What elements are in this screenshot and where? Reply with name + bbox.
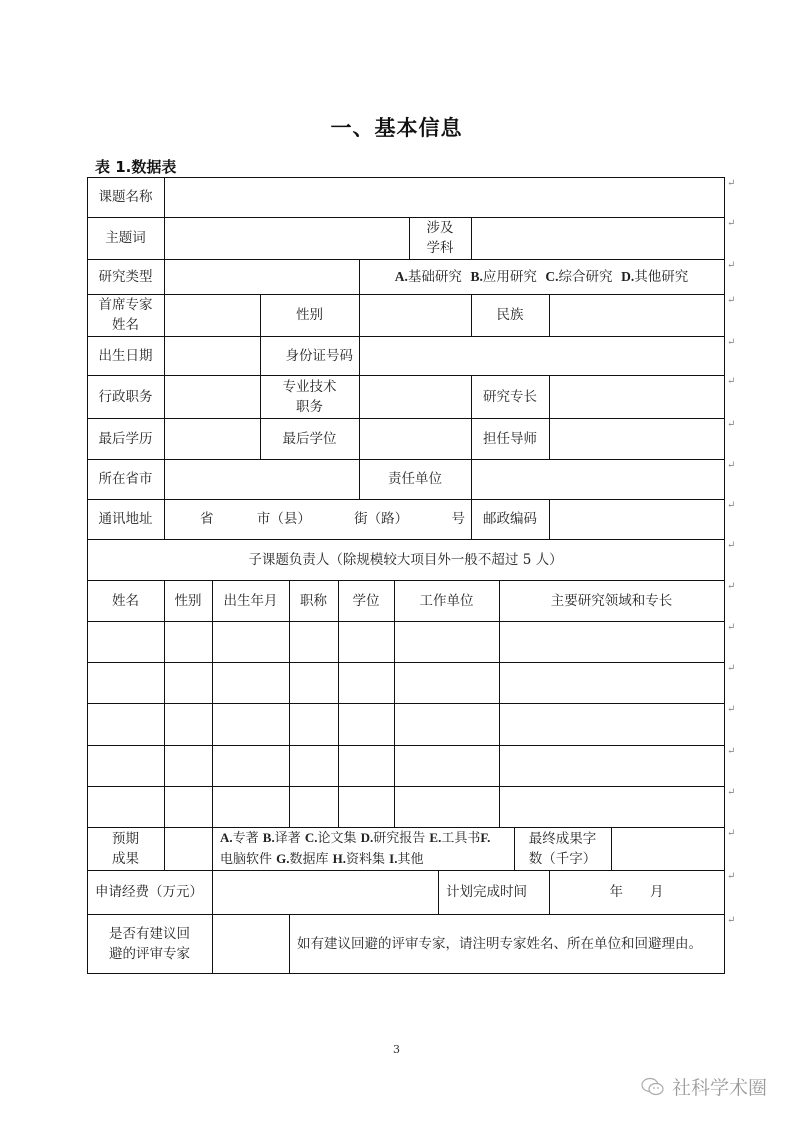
label-postal-code: 邮政编码 [483, 511, 537, 527]
subtopic-cell[interactable] [212, 786, 289, 827]
subtopic-cell[interactable] [212, 662, 289, 703]
disciplines-field[interactable] [471, 217, 724, 259]
subtopic-column-header: 姓名 [112, 592, 139, 609]
birth-date-field[interactable] [164, 336, 260, 375]
subtopic-cell[interactable] [164, 662, 212, 703]
subtopic-cell[interactable] [87, 662, 164, 703]
prof-title-field[interactable] [359, 375, 471, 418]
label-last-degree: 最后学位 [282, 430, 337, 447]
subtopic-column-header: 学位 [352, 592, 380, 609]
return-mark-icon: ↵ [727, 704, 736, 715]
subtopic-cell[interactable] [394, 662, 499, 703]
research-type-field[interactable] [164, 259, 359, 294]
return-mark-icon: ↵ [727, 178, 736, 189]
subtopic-cell[interactable] [87, 621, 164, 662]
subtopic-cell[interactable] [394, 703, 499, 745]
label-keywords: 主题词 [105, 230, 146, 246]
subtopic-cell[interactable] [394, 786, 499, 827]
admin-position-field[interactable] [164, 375, 260, 418]
ethnicity-field[interactable] [549, 294, 724, 336]
subtopic-column-header: 主要研究领域和专长 [550, 592, 673, 609]
label-admin-position: 行政职务 [98, 388, 153, 405]
subtopic-cell[interactable] [338, 745, 394, 786]
label-final-word-count: 最终成果字 数（千字） [528, 830, 597, 867]
table-rule [724, 177, 725, 974]
subtopic-cell[interactable] [499, 786, 724, 827]
return-mark-icon: ↵ [727, 419, 736, 430]
subtopic-cell[interactable] [164, 703, 212, 745]
return-mark-icon: ↵ [727, 581, 736, 592]
return-mark-icon: ↵ [727, 622, 736, 633]
label-prof-title: 专业技术 职务 [282, 378, 337, 415]
label-responsible-unit: 责任单位 [388, 471, 442, 487]
subtopic-cell[interactable] [87, 786, 164, 827]
final-word-count-field[interactable] [611, 827, 724, 870]
return-mark-icon: ↵ [727, 915, 736, 926]
funding-field[interactable] [212, 870, 438, 914]
label-topic-name: 课题名称 [98, 189, 153, 205]
subtopic-column-header: 出生年月 [223, 592, 278, 609]
label-planned-completion: 计划完成时间 [446, 884, 527, 900]
label-birth-date: 出生日期 [98, 347, 153, 364]
label-research-specialty: 研究专长 [483, 388, 537, 405]
subtopic-cell[interactable] [212, 745, 289, 786]
subtopic-cell[interactable] [338, 786, 394, 827]
return-mark-icon: ↵ [727, 260, 736, 271]
subtopic-cell[interactable] [289, 621, 338, 662]
watermark-text: 社科学术圈 [672, 1077, 768, 1099]
mailing-address-field: 省 市（县） 街（路） 号 [200, 511, 465, 527]
supervisor-field[interactable] [549, 418, 724, 459]
return-mark-icon: ↵ [727, 540, 736, 551]
subtopic-cell[interactable] [338, 703, 394, 745]
subtopic-cell[interactable] [87, 745, 164, 786]
last-degree-field[interactable] [359, 418, 471, 459]
subtopic-cell[interactable] [212, 621, 289, 662]
last-education-field[interactable] [164, 418, 260, 459]
return-mark-icon: ↵ [727, 746, 736, 757]
subtopic-cell[interactable] [338, 662, 394, 703]
subtopic-column-header: 职称 [300, 592, 327, 609]
subtopic-cell[interactable] [289, 703, 338, 745]
subtopic-cell[interactable] [394, 621, 499, 662]
research-type-options: A.基础研究 B.应用研究 C.综合研究 D.其他研究 [394, 268, 689, 285]
return-mark-icon: ↵ [727, 376, 736, 387]
avoid-reviewers-field[interactable] [212, 914, 289, 973]
page-heading: 一、基本信息 [330, 116, 463, 140]
subtopic-cell[interactable] [164, 786, 212, 827]
return-mark-icon: ↵ [727, 663, 736, 674]
return-mark-icon: ↵ [727, 871, 736, 882]
avoid-reviewers-note[interactable]: 如有建议回避的评审专家，请注明专家姓名、所在单位和回避理由。 [297, 935, 702, 952]
label-mailing-address: 通讯地址 [98, 511, 153, 527]
label-funding: 申请经费（万元） [95, 884, 203, 900]
postal-code-field[interactable] [549, 499, 724, 539]
return-mark-icon: ↵ [727, 500, 736, 511]
subtopic-cell[interactable] [164, 745, 212, 786]
label-ethnicity: 民族 [496, 307, 524, 323]
return-mark-icon: ↵ [727, 460, 736, 471]
label-avoid-reviewers: 是否有建议回 避的评审专家 [109, 925, 190, 962]
subtopic-column-header: 工作单位 [419, 592, 474, 609]
subtopic-cell[interactable] [212, 703, 289, 745]
province-city-field[interactable] [164, 459, 359, 499]
subtopic-cell[interactable] [164, 621, 212, 662]
research-specialty-field[interactable] [549, 375, 724, 418]
subtopic-cell[interactable] [499, 745, 724, 786]
subtopic-cell[interactable] [289, 745, 338, 786]
subtopic-cell[interactable] [87, 703, 164, 745]
watermark [640, 1073, 767, 1100]
subtopic-cell[interactable] [499, 662, 724, 703]
return-mark-icon: ↵ [727, 295, 736, 306]
table-caption: 表 1.数据表 [95, 158, 177, 176]
return-mark-icon: ↵ [727, 828, 736, 839]
subtopic-cell[interactable] [338, 621, 394, 662]
label-subtopic-leaders: 子课题负责人（除规模较大项目外一般不超过 5 人） [248, 551, 563, 568]
page-number: 3 [393, 1043, 400, 1056]
return-mark-icon: ↵ [727, 218, 736, 229]
subtopic-cell[interactable] [289, 786, 338, 827]
chief-expert-name-field[interactable] [164, 294, 260, 336]
label-expected-results: 预期 成果 [112, 830, 139, 867]
label-last-education: 最后学历 [98, 430, 153, 447]
subtopic-column-header: 性别 [174, 592, 202, 609]
subtopic-cell[interactable] [499, 703, 724, 745]
return-mark-icon: ↵ [727, 787, 736, 798]
label-research-type: 研究类型 [98, 268, 153, 285]
label-supervisor: 担任导师 [483, 430, 537, 447]
subtopic-cell[interactable] [289, 662, 338, 703]
expected-results-field[interactable] [164, 827, 212, 870]
subtopic-cell[interactable] [499, 621, 724, 662]
id-number-field[interactable] [359, 336, 724, 375]
expected-results-options: A.专著 B.译著 C.论文集 D.研究报告 E.工具书F. 电脑软件 G.数据库 H.资料集 I.其他 [220, 829, 491, 867]
responsible-unit-field[interactable] [471, 459, 724, 499]
label-chief-expert-name: 首席专家 姓名 [98, 297, 153, 333]
gender-field[interactable] [359, 294, 471, 336]
label-province-city: 所在省市 [98, 471, 153, 487]
label-gender: 性别 [296, 307, 323, 323]
keywords-field[interactable] [164, 217, 409, 259]
subtopic-cell[interactable] [394, 745, 499, 786]
label-id-number: 身份证号码 [285, 347, 353, 364]
return-mark-icon: ↵ [727, 337, 736, 348]
topic-name-field[interactable] [164, 177, 724, 217]
table-rule [87, 973, 725, 974]
wechat-icon [640, 1076, 666, 1098]
planned-completion-field[interactable]: 年 月 [609, 884, 664, 900]
label-disciplines: 涉及 学科 [426, 220, 454, 256]
